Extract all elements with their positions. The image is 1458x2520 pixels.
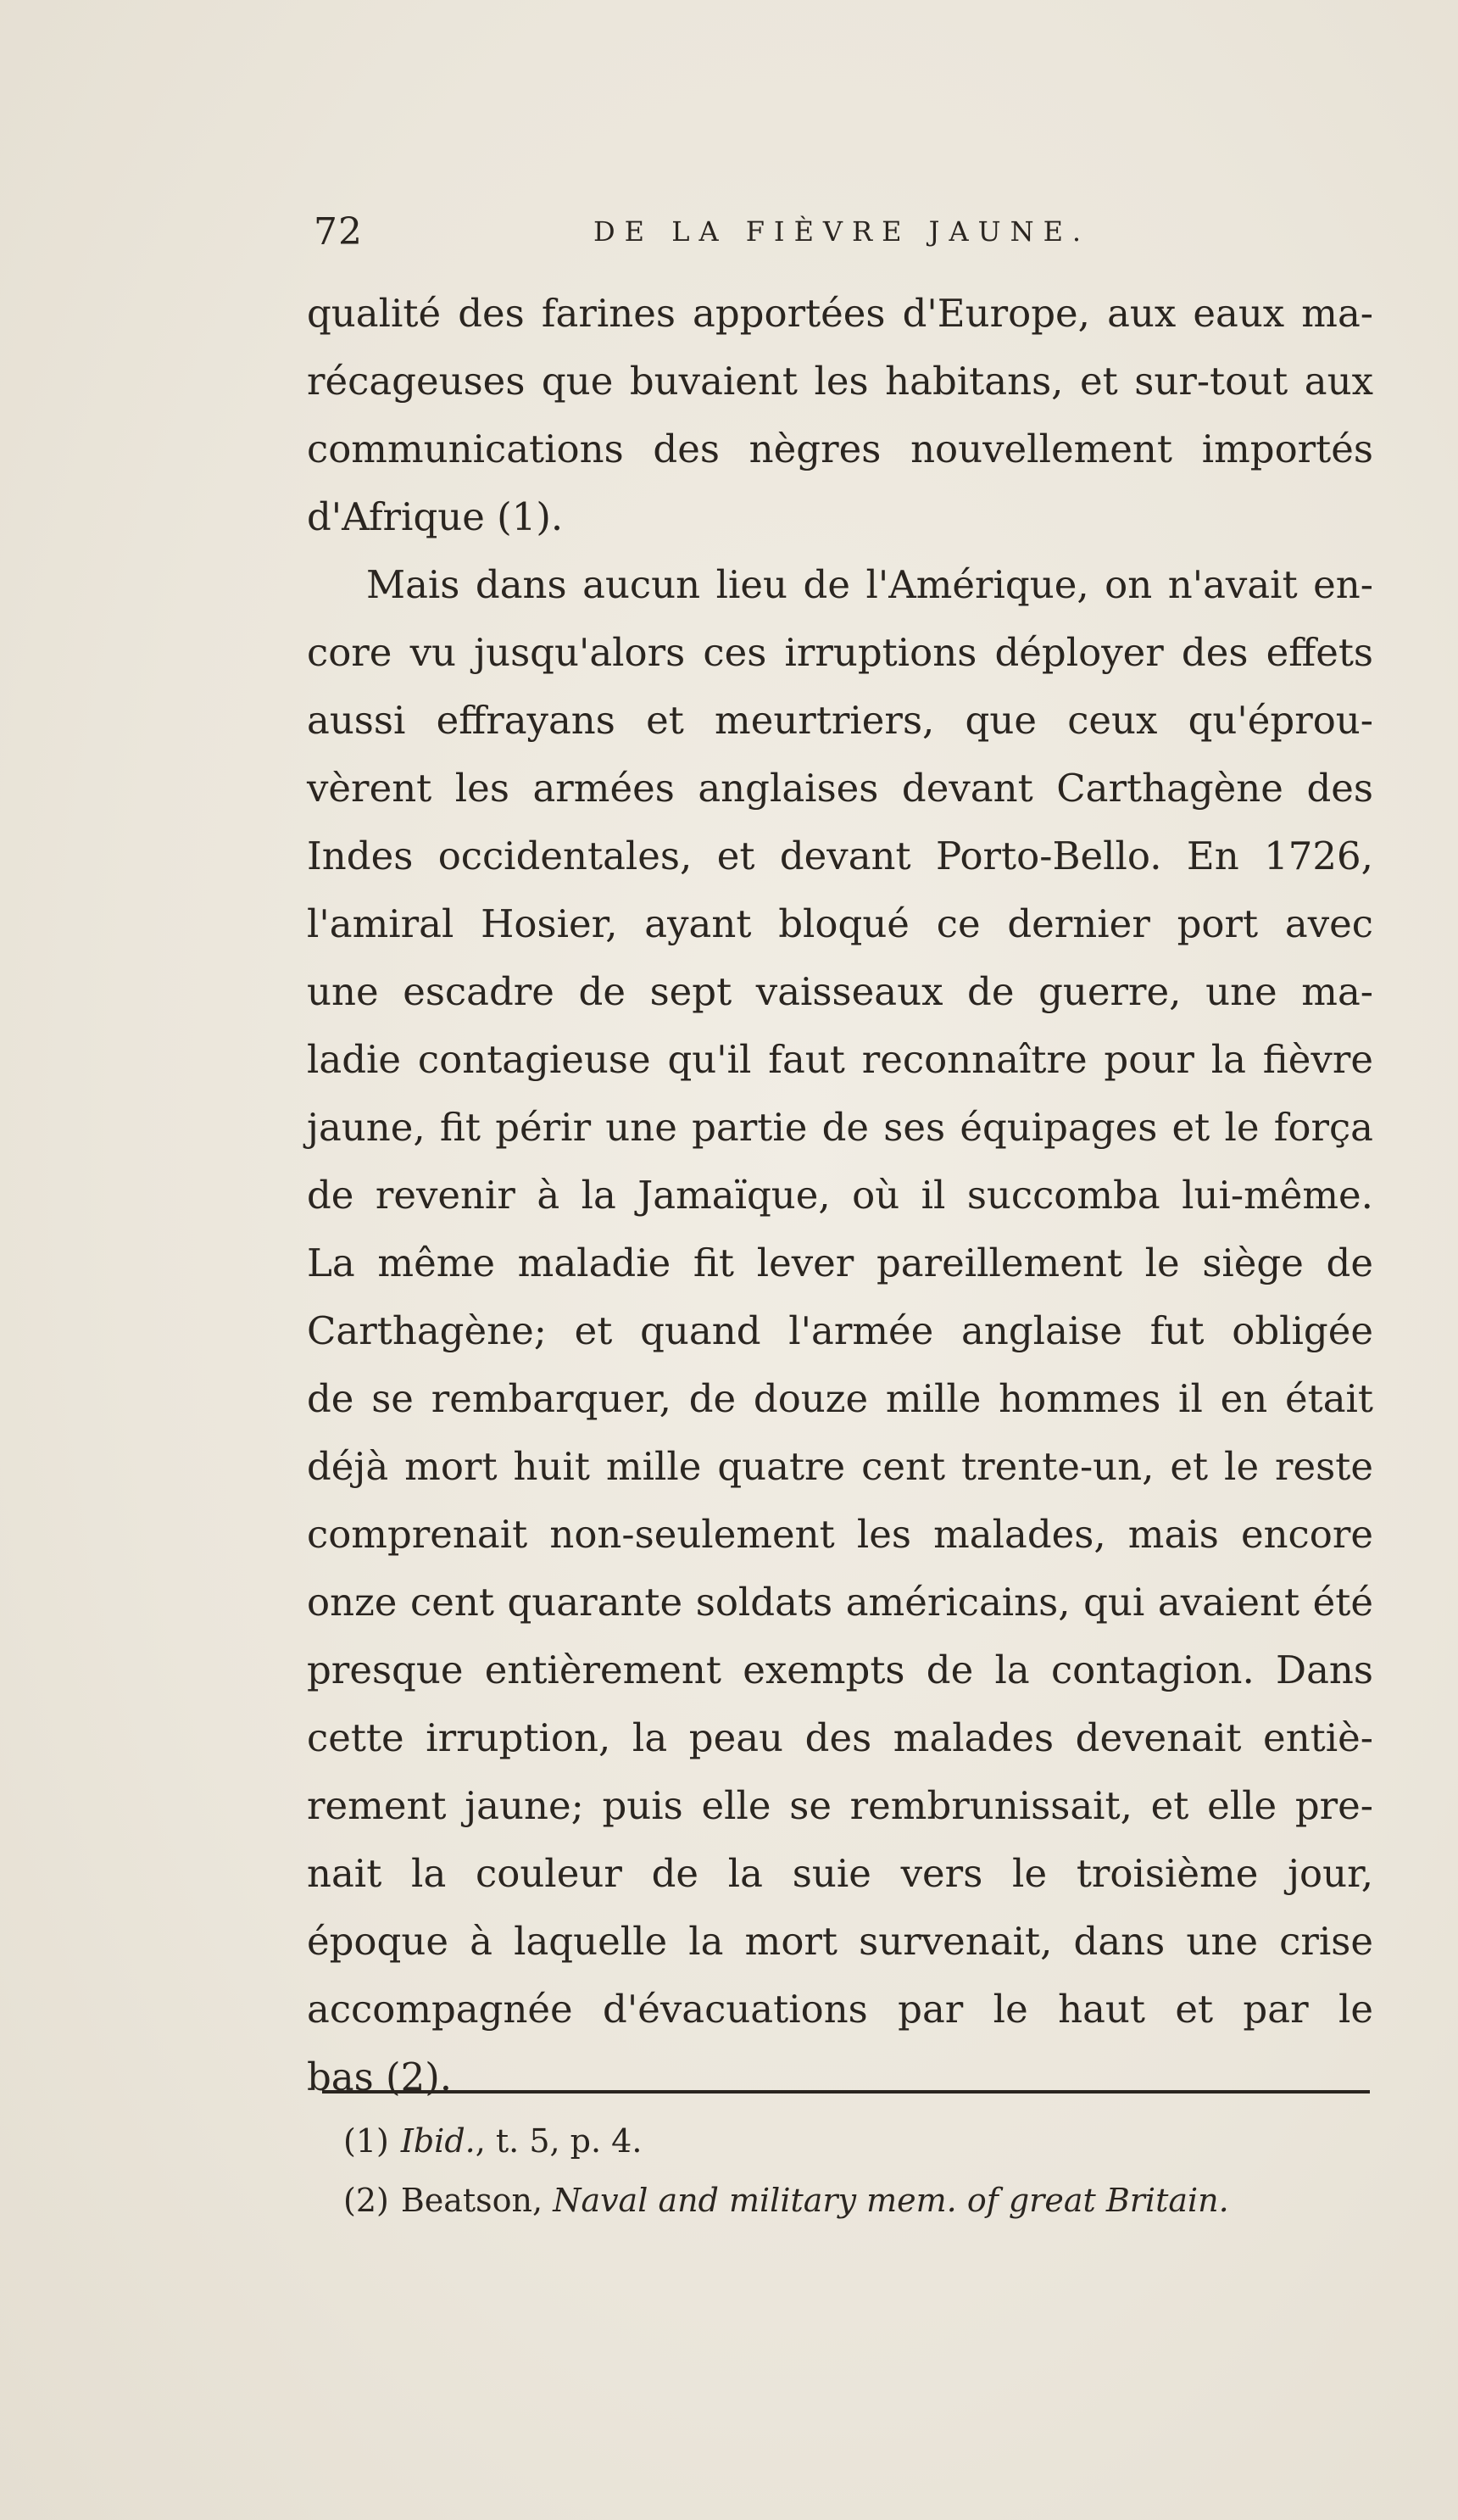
text-line: accompagnée d'évacuations par le haut et par le xyxy=(307,1987,1373,2032)
text-line: époque à laquelle la mort survenait, dans une crise xyxy=(307,1919,1373,1964)
footnote-citation: Ibid. xyxy=(400,2122,476,2160)
text-line: qualité des farines apportées d'Europe, aux eaux ma- xyxy=(307,291,1373,336)
footnote-author: Beatson, xyxy=(400,2182,554,2219)
footnote-mark: (1) xyxy=(343,2122,389,2160)
text-line: de se rembarquer, de douze mille hommes il en était xyxy=(307,1376,1373,1421)
text-line: déjà mort huit mille quatre cent trente-un, et le reste xyxy=(307,1444,1373,1489)
footnote-text: , t. 5, p. 4. xyxy=(475,2122,643,2160)
text-line: rement jaune; puis elle se rembrunissait, et elle pre- xyxy=(307,1783,1373,1828)
text-line: vèrent les armées anglaises devant Carthagène des xyxy=(307,766,1373,811)
footnote-1 xyxy=(343,2111,1373,2171)
text-line: presque entièrement exempts de la contagion. Dans xyxy=(307,1647,1373,1692)
text-line: d'Afrique (1). xyxy=(307,494,564,539)
footnotes xyxy=(343,2111,1373,2230)
text-line: ladie contagieuse qu'il faut reconnaître pour la fièvre xyxy=(307,1037,1373,1082)
text-line: de revenir à la Jamaïque, où il succomba lui-même. xyxy=(307,1173,1373,1218)
text-line: bas (2). xyxy=(307,2054,453,2099)
footnote-citation: Naval and military mem. of great Britain. xyxy=(553,2182,1229,2219)
text-line: onze cent quarante soldats américains, qui avaient été xyxy=(307,1580,1373,1625)
footnote-rule xyxy=(322,2090,1370,2093)
footnote-2 xyxy=(343,2171,1373,2230)
text-line: communications des nègres nouvellement importés xyxy=(307,427,1373,471)
text-line: core vu jusqu'alors ces irruptions déployer des effets xyxy=(307,630,1373,675)
page-number: 72 xyxy=(314,210,363,254)
text-line: nait la couleur de la suie vers le troisième jour, xyxy=(307,1851,1373,1896)
text-line: comprenait non-seulement les malades, mais encore xyxy=(307,1512,1373,1557)
running-head xyxy=(314,210,1382,261)
text-line: cette irruption, la peau des malades devenait entiè- xyxy=(307,1715,1373,1760)
text-line: aussi effrayans et meurtriers, que ceux qu'éprou- xyxy=(307,698,1373,743)
text-line: récageuses que buvaient les habitans, et sur-tout aux xyxy=(307,359,1373,404)
text-line: Indes occidentales, et devant Porto-Bello. En 1726, xyxy=(307,833,1373,878)
running-title: DE LA FIÈVRE JAUNE. xyxy=(593,215,1091,248)
text-line: Carthagène; et quand l'armée anglaise fut obligée xyxy=(307,1308,1373,1353)
footnote-mark: (2) xyxy=(343,2182,389,2219)
text-line: jaune, fit périr une partie de ses équipages et le força xyxy=(307,1105,1373,1150)
text-line: Mais dans aucun lieu de l'Amérique, on n'avait en- xyxy=(366,562,1373,607)
text-line: La même maladie fit lever pareillement le siège de xyxy=(307,1240,1373,1285)
body-text xyxy=(307,280,1373,2111)
text-line: une escadre de sept vaisseaux de guerre, une ma- xyxy=(307,969,1373,1014)
text-line: l'amiral Hosier, ayant bloqué ce dernier port avec xyxy=(307,901,1373,946)
